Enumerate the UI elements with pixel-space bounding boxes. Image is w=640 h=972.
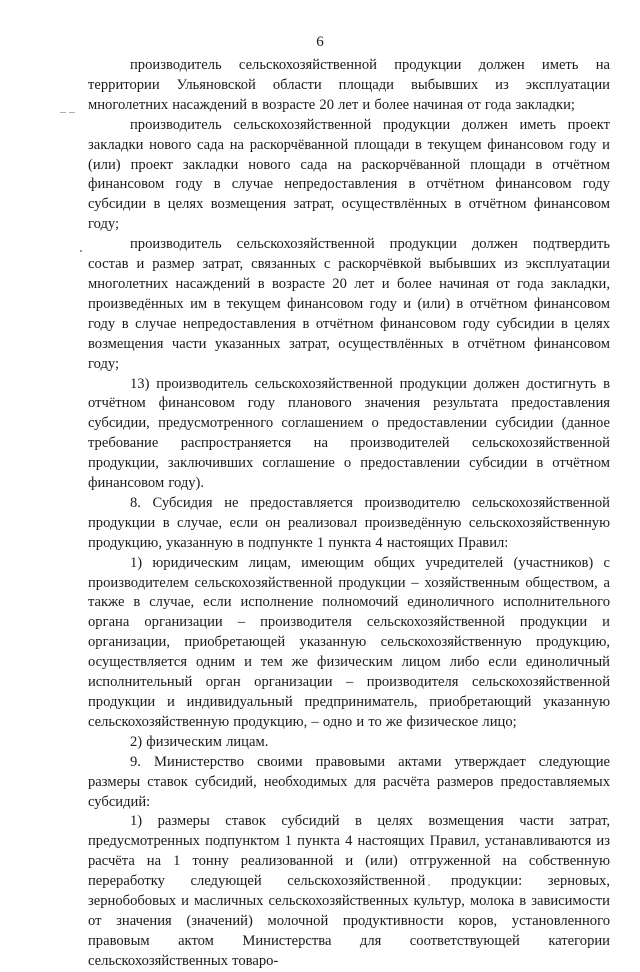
paragraph-section-9: 9. Министерство своими правовыми актами утверждает следующие размеры ставок субсидий, необходимых для расчёта размеров предоставляемых субсидий: <box>88 753 610 810</box>
paragraph-territory-requirement: производитель сельскохозяйственной продукции должен иметь на территории Ульяновской области площади выбывших из эксплуатации многолетних насаждений в возрасте 20 лет и более начиная от года закладки; <box>88 57 610 113</box>
margin-mark: – – <box>60 104 75 118</box>
paragraph-section-8: 8. Субсидия не предоставляется производителю сельскохозяйственной продукции в случае, если он реализовал произведённую сельскохозяйственную продукцию, указанную в подпункте 1 пункта 4 настоящих Правил: <box>88 494 610 551</box>
paragraph-item-13: 13) производитель сельскохозяйственной продукции должен достигнуть в отчётном финансовом году планового значения результата предоставления субсидии, предусмотренного соглашением о предоставлении субсидии (данное требование распространяется на производителей сельскохозяйственной продукции, заключивших соглашение о предоставлении субсидии в отчётном финансовом году). <box>88 375 610 492</box>
paragraph-cost-confirmation: производитель сельскохозяйственной продукции должен подтвердить состав и размер затрат, связанных с раскорчёвкой выбывших из эксплуатации многолетних насаждений в возрасте 20 лет и более начиная от года закладки, произведённых им в текущем финансовом году и (или) в отчётном финансовом году в случае непредоставления в отчётном финансовом году субсидии в целях возмещения части указанных затрат, осуществлённых в отчётном финансовом году; <box>88 236 610 372</box>
paragraph-section-8-item-1: 1) юридическим лицам, имеющим общих учредителей (участников) с производителем сельскохозяйственной продукции – хозяйственным обществом, а также в случае, если исполнение полномочий единоличного исполнительного органа организации – производителя сельскохозяйственной продукции и организации, приобретающей указанную сельскохозяйственную продукцию, осуществляется одним и тем же физическим лицом либо если единоличный исполнительный орган организации – производителя сельскохозяйственной продукции и индивидуальный предприниматель, приобретающий указанную сельскохозяйственную продукцию, – одно и то же физическое лицо; <box>88 554 610 730</box>
paragraph-section-9-item-1: 1) размеры ставок субсидий в целях возмещения части затрат, предусмотренных подпунктом 1 пункта 4 настоящих Правил, устанавливаются из расчёта на 1 тонну реализованной и (или) отгруженной на собственную переработку следующей сельскохозяйственной продукции: зерновых, зернобобовых и масличных сельскохозяйственных культур, молока в зависимости от значения (значений) молочной продуктивности коров, установленного правовым актом Министерства для соответствующей категории сельскохозяйственных товаро- <box>88 813 610 969</box>
document-body <box>88 56 610 972</box>
paragraph-section-8-item-2: 2) физическим лицам. <box>130 733 269 750</box>
margin-dot <box>80 250 82 252</box>
paragraph-orchard-project: производитель сельскохозяйственной продукции должен иметь проект закладки нового сада на раскорчёванной площади в текущем финансовом году и (или) проект закладки нового сада на раскорчёванной площади в отчётном финансовом году в случае непредоставления в отчётном финансовом году субсидии в целях возмещения затрат, осуществлённых в отчётном финансовом году; <box>88 116 610 233</box>
page-number: 6 <box>316 34 324 50</box>
